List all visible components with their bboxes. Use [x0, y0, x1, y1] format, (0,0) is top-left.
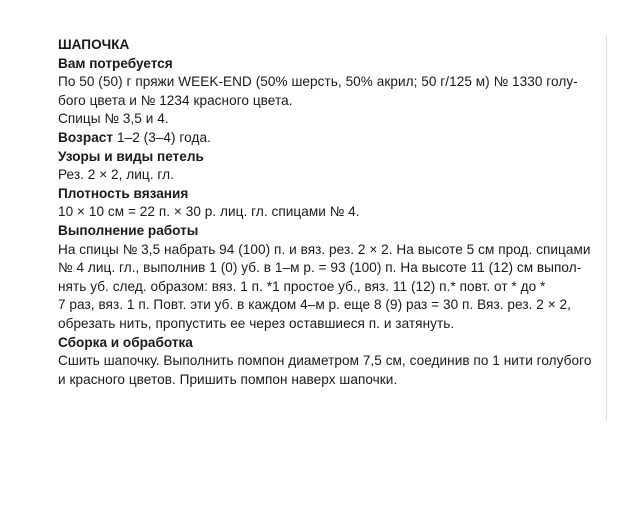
instructions-line-2: № 4 лиц. гл., выполнив 1 (0) уб. в 1–м р. = 93 (100) п. На высоте 11 (12) см выпол- [58, 260, 582, 276]
instructions-line-1: На спицы № 3,5 набрать 94 (100) п. и вяз. рез. 2 × 2. На высоте 5 см прод. спицами [58, 241, 591, 257]
instructions-heading: Выполнение работы [58, 222, 199, 238]
instructions-line-3: нять уб. след. образом: вяз. 1 п. *1 простое уб., вяз. 11 (12) п.* повт. от * до * [58, 278, 546, 294]
patterns-heading: Узоры и виды петель [58, 148, 204, 164]
assembly-heading: Сборка и обработка [58, 334, 193, 350]
age-line [58, 129, 603, 148]
materials-line-3: Спицы № 3,5 и 4. [58, 111, 169, 127]
materials-line-1: По 50 (50) г пряжи WEEK-END (50% шерсть, 50% акрил; 50 г/125 м) № 1330 голу- [58, 74, 578, 90]
materials-heading: Вам потребуется [58, 55, 173, 71]
instructions-line-5: обрезать нить, пропустить ее через оставшиеся п. и затянуть. [58, 315, 455, 331]
age-value: 1–2 (3–4) года. [113, 129, 211, 145]
instructions-line-4: 7 раз, вяз. 1 п. Повт. эти уб. в каждом 4–м р. еще 8 (9) раз = 30 п. Вяз. рез. 2 × 2, [58, 297, 571, 313]
age-label: Возраст [58, 129, 114, 145]
gauge-line-1: 10 × 10 см = 22 п. × 30 р. лиц. гл. спицами № 4. [58, 204, 360, 220]
assembly-line-2: и красного цветов. Пришить помпон наверх шапочки. [58, 371, 398, 387]
page-edge-rule [606, 36, 607, 420]
gauge-heading: Плотность вязания [58, 185, 189, 201]
pattern-text [58, 36, 603, 389]
materials-line-2: бого цвета и № 1234 красного цвета. [58, 92, 293, 108]
patterns-line-1: Рез. 2 × 2, лиц. гл. [58, 167, 174, 183]
assembly-line-1: Сшить шапочку. Выполнить помпон диаметром 7,5 см, соединив по 1 нити голубого [58, 353, 592, 369]
document-title: ШАПОЧКА [58, 37, 130, 52]
